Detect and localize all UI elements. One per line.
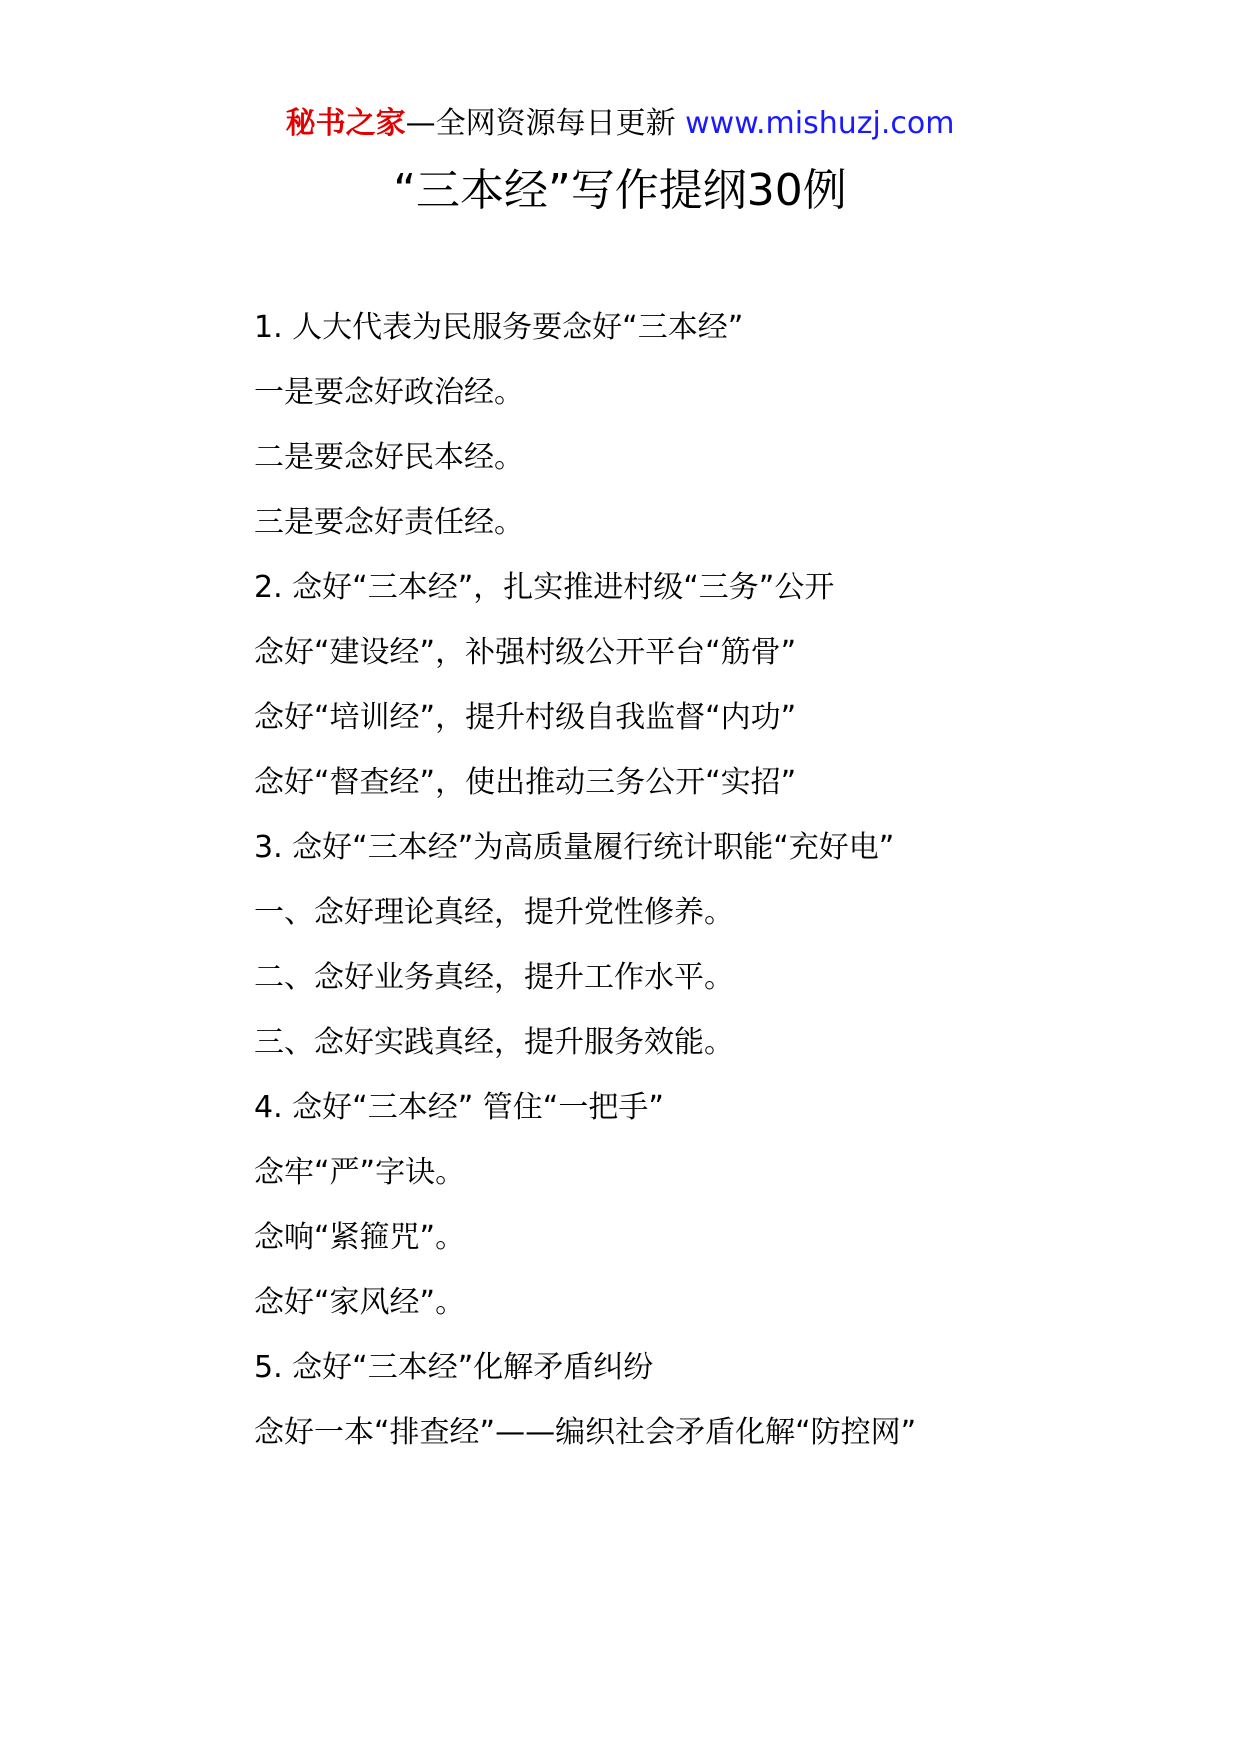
site-url-link[interactable]: www.mishuzj.com — [685, 106, 955, 141]
document-body — [190, 295, 1070, 1465]
paragraph: 4. 念好“三本经” 管住“一把手” — [254, 1090, 664, 1125]
paragraph: 2. 念好“三本经”，扎实推进村级“三务”公开 — [254, 570, 835, 605]
paragraph: 5. 念好“三本经”化解矛盾纠纷 — [254, 1350, 654, 1385]
paragraph: 念好一本“排查经”——编织社会矛盾化解“防控网” — [254, 1415, 917, 1450]
site-brand: 秘书之家 — [285, 106, 406, 141]
site-slogan: —全网资源每日更新 — [405, 106, 686, 141]
paragraph: 一、念好理论真经，提升党性修养。 — [254, 895, 734, 930]
paragraph: 三、念好实践真经，提升服务效能。 — [254, 1025, 734, 1060]
paragraph: 念牢“严”字诀。 — [254, 1155, 466, 1190]
paragraph: 念好“督查经”，使出推动三务公开“实招” — [254, 765, 797, 800]
paragraph: 1. 人大代表为民服务要念好“三本经” — [254, 310, 744, 345]
paragraph: 念好“培训经”，提升村级自我监督“内功” — [254, 700, 797, 735]
paragraph: 念好“家风经”。 — [254, 1285, 466, 1320]
paragraph: 念响“紧箍咒”。 — [254, 1220, 466, 1255]
paragraph: 一是要念好政治经。 — [254, 375, 524, 410]
paragraph: 三是要念好责任经。 — [254, 505, 524, 540]
paragraph: 二是要念好民本经。 — [254, 440, 524, 475]
paragraph: 念好“建设经”，补强村级公开平台“筋骨” — [254, 635, 797, 670]
site-header — [0, 100, 1240, 148]
paragraph: 二、念好业务真经，提升工作水平。 — [254, 960, 734, 995]
document-title: “三本经”写作提纲30例 — [393, 165, 847, 216]
paragraph: 3. 念好“三本经”为高质量履行统计职能“充好电” — [254, 830, 895, 865]
